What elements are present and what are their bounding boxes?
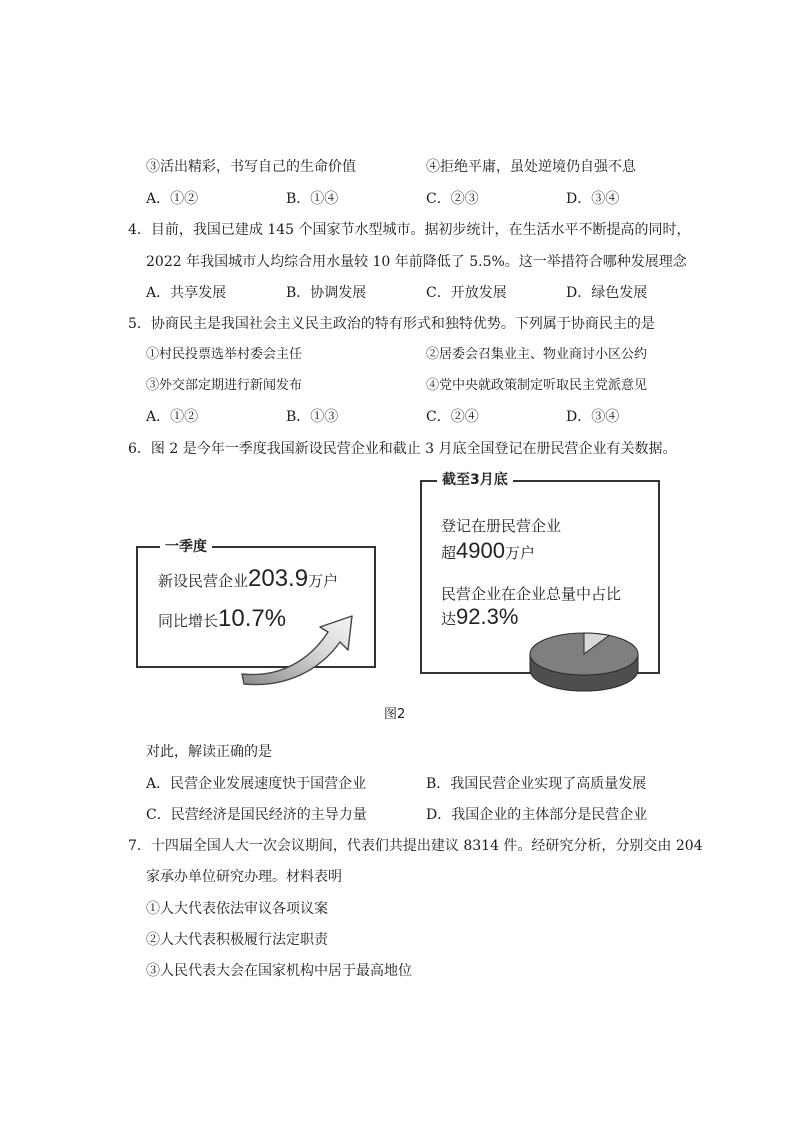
q5-item4: ④党中央就政策制定听取民主党派意见 <box>426 378 648 393</box>
figure-caption: 图2 <box>384 707 406 722</box>
share-pie-chart <box>526 616 642 696</box>
q7-stem-line1: 7．十四届全国人大一次会议期间，代表们共提出建议 8314 件。经研究分析，分别交由 204 <box>128 838 703 854</box>
growth-value: 10.7% <box>218 605 287 632</box>
q5-item2: ②居委会召集业主、物业商讨小区公约 <box>426 347 648 362</box>
new-enterprise-value: 203.9 <box>248 565 309 592</box>
q5-option-d: D．③④ <box>566 409 620 425</box>
growth-arrow-icon <box>236 608 358 690</box>
q4-option-b: B．协调发展 <box>286 285 367 301</box>
registered-prefix: 超 <box>441 544 457 562</box>
q5-option-b: B．①③ <box>286 409 339 425</box>
new-enterprise-label: 新设民营企业 <box>158 572 249 590</box>
q4-stem-line2: 2022 年我国城市人均综合用水量较 10 年前降低了 5.5%。这一举措符合哪种发展理念 <box>146 254 687 270</box>
q7-item1: ①人大代表依法审议各项议案 <box>146 901 328 917</box>
q6-option-b: B．我国民营企业实现了高质量发展 <box>426 776 647 792</box>
q6-option-c: C．民营经济是国民经济的主导力量 <box>146 807 367 823</box>
q5-option-a: A．①② <box>146 409 199 425</box>
share-value: 92.3% <box>456 604 519 629</box>
q4-option-c: C．开放发展 <box>426 285 507 301</box>
q5-item1: ①村民投票选举村委会主任 <box>146 347 303 362</box>
q5-item3: ③外交部定期进行新闻发布 <box>146 378 303 393</box>
q3-option-b: B．①④ <box>286 191 339 207</box>
registered-value: 4900 <box>456 538 505 563</box>
share-prefix: 达 <box>441 610 457 628</box>
q3-item3: ③活出精彩，书写自己的生命价值 <box>146 159 356 175</box>
q6-option-a: A．民营企业发展速度快于国营企业 <box>146 776 367 792</box>
q3-option-a: A．①② <box>146 191 199 207</box>
figure-right-line1: 登记在册民营企业 <box>441 517 562 535</box>
figure-right-line3: 民营企业在企业总量中占比 <box>441 585 622 603</box>
q3-item4: ④拒绝平庸，虽处逆境仍自强不息 <box>426 159 636 175</box>
figure-right-line4 <box>441 606 518 630</box>
q4-option-a: A．共享发展 <box>146 285 227 301</box>
q6-question: 对此，解读正确的是 <box>146 744 272 760</box>
q7-item2: ②人大代表积极履行法定职责 <box>146 932 328 948</box>
new-enterprise-unit: 万户 <box>308 572 339 590</box>
figure-left-line1 <box>158 565 339 592</box>
q5-option-c: C．②④ <box>426 409 479 425</box>
q7-item3: ③人民代表大会在国家机构中居于最高地位 <box>146 963 412 979</box>
figure-left-title: 一季度 <box>160 538 212 556</box>
figure-right-line2 <box>441 540 535 564</box>
q3-option-c: C．②③ <box>426 191 479 207</box>
q5-stem: 5．协商民主是我国社会主义民主政治的特有形式和独特优势。下列属于协商民主的是 <box>128 316 655 332</box>
growth-label: 同比增长 <box>158 612 219 630</box>
q4-stem-line1: 4．目前，我国已建成 145 个国家节水型城市。据初步统计，在生活水平不断提高的同时， <box>128 222 691 238</box>
q4-option-d: D．绿色发展 <box>566 285 648 301</box>
figure-right-title: 截至3月底 <box>437 471 513 489</box>
q6-stem: 6．图 2 是今年一季度我国新设民营企业和截止 3 月底全国登记在册民营企业有关数据。 <box>128 441 677 457</box>
q7-stem-line2: 家承办单位研究办理。材料表明 <box>146 869 342 885</box>
registered-unit: 万户 <box>504 544 535 562</box>
q3-option-d: D．③④ <box>566 191 620 207</box>
q6-option-d: D．我国企业的主体部分是民营企业 <box>426 807 648 823</box>
